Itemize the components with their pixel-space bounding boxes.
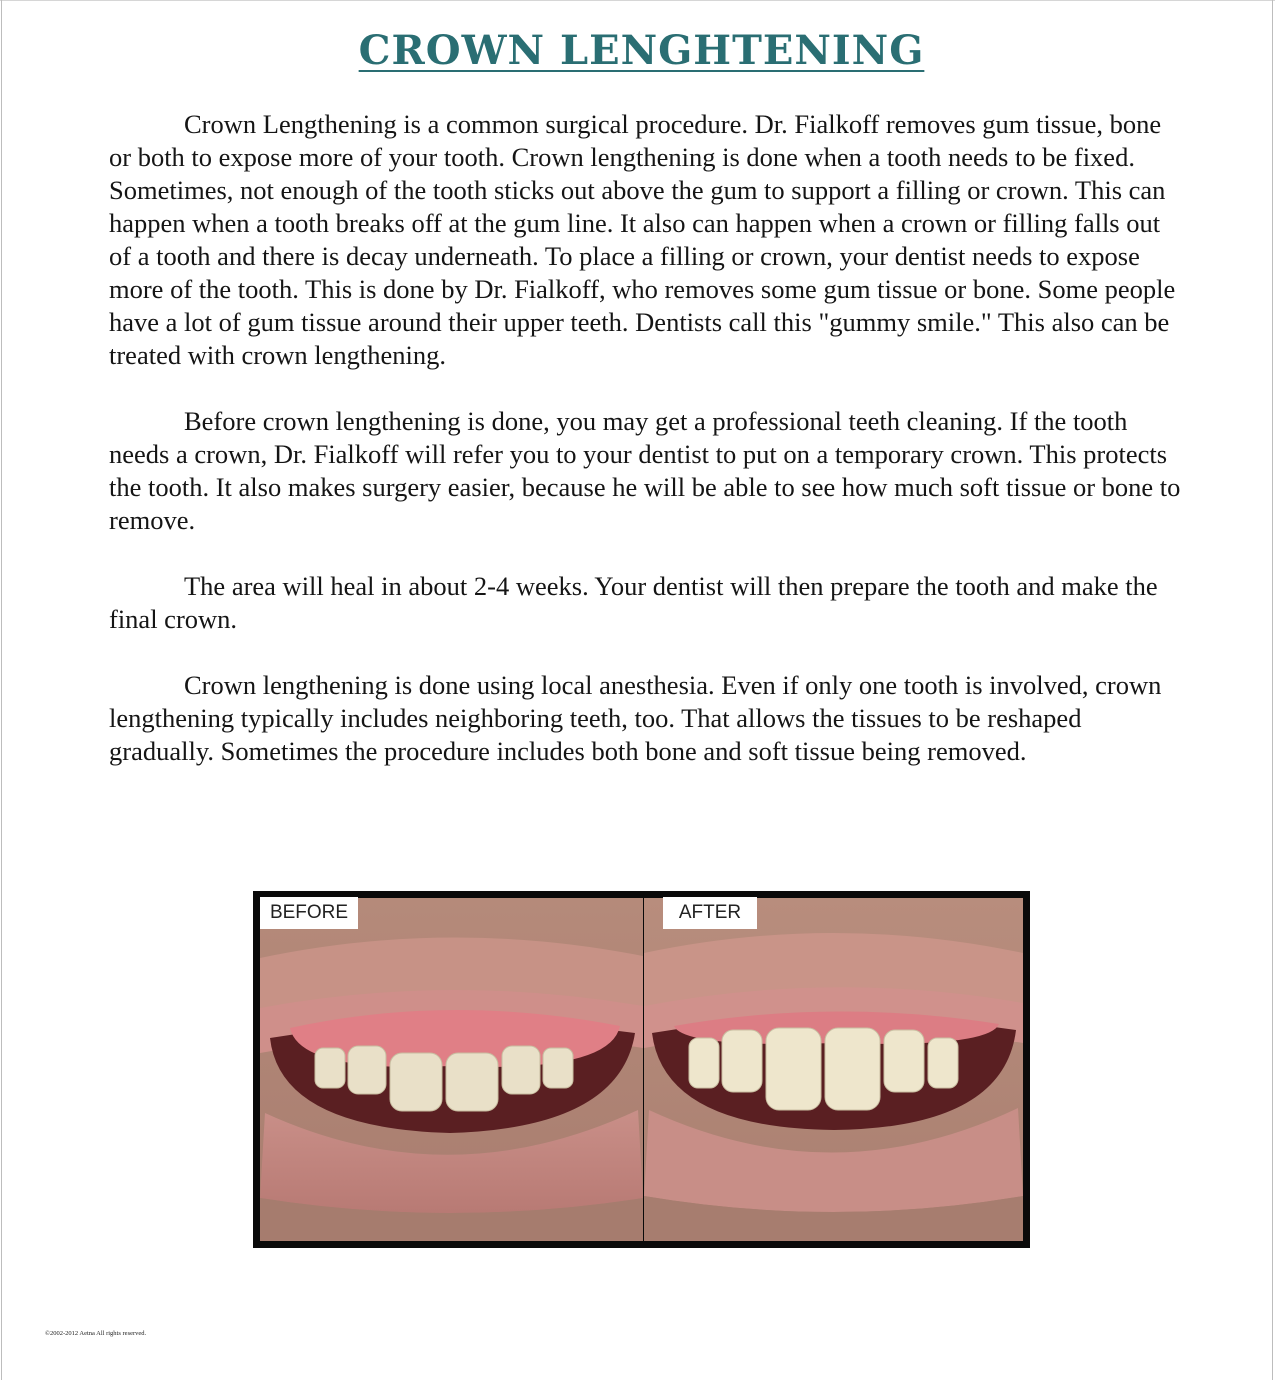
before-label: BEFORE	[260, 897, 358, 929]
page-border-left	[1, 0, 2, 1380]
page-border-top	[0, 0, 1275, 1]
after-photo	[644, 898, 1023, 1241]
before-photo	[260, 898, 643, 1241]
after-label: AFTER	[663, 897, 757, 929]
paragraph-intro: Crown Lengthening is a common surgical procedure. Dr. Fialkoff removes gum tissue, bone or both to expose more of your tooth. Crown lengthening is done when a tooth needs to be fixed. Sometimes, not enough of the tooth sticks out above the gum to support a filling or crown. This can happen when a tooth breaks off at the gum line. It also can happen when a crown or filling falls out of a tooth and there is decay underneath. To place a filling or crown, your dentist needs to expose more of the tooth. This is done by Dr. Fialkoff, who removes some gum tissue or bone. Some people have a lot of gum tissue around their upper teeth. Dentists call this "gummy smile." This also can be treated with crown lengthening.	[109, 109, 1176, 370]
before-after-photo	[253, 891, 1030, 1248]
copyright-notice: ©2002-2012 Aetna All rights reserved.	[45, 1330, 147, 1337]
paragraph-preparation: Before crown lengthening is done, you may get a professional teeth cleaning. If the tooth needs a crown, Dr. Fialkoff will refer you to your dentist to put on a temporary crown. This protects the tooth. It also makes surgery easier, because he will be able to see how much soft tissue or bone to remove.	[109, 406, 1181, 535]
article-body	[109, 108, 1184, 801]
page-title: CROWN LENGHTENING	[358, 27, 925, 74]
page-border-right	[1272, 0, 1273, 1380]
paragraph-healing: The area will heal in about 2-4 weeks. Your dentist will then prepare the tooth and make the final crown.	[109, 571, 1158, 634]
paragraph-anesthesia: Crown lengthening is done using local anesthesia. Even if only one tooth is involved, crown lengthening typically includes neighboring teeth, too. That allows the tissues to be reshaped gradually. Sometimes the procedure includes both bone and soft tissue being removed.	[109, 670, 1162, 766]
